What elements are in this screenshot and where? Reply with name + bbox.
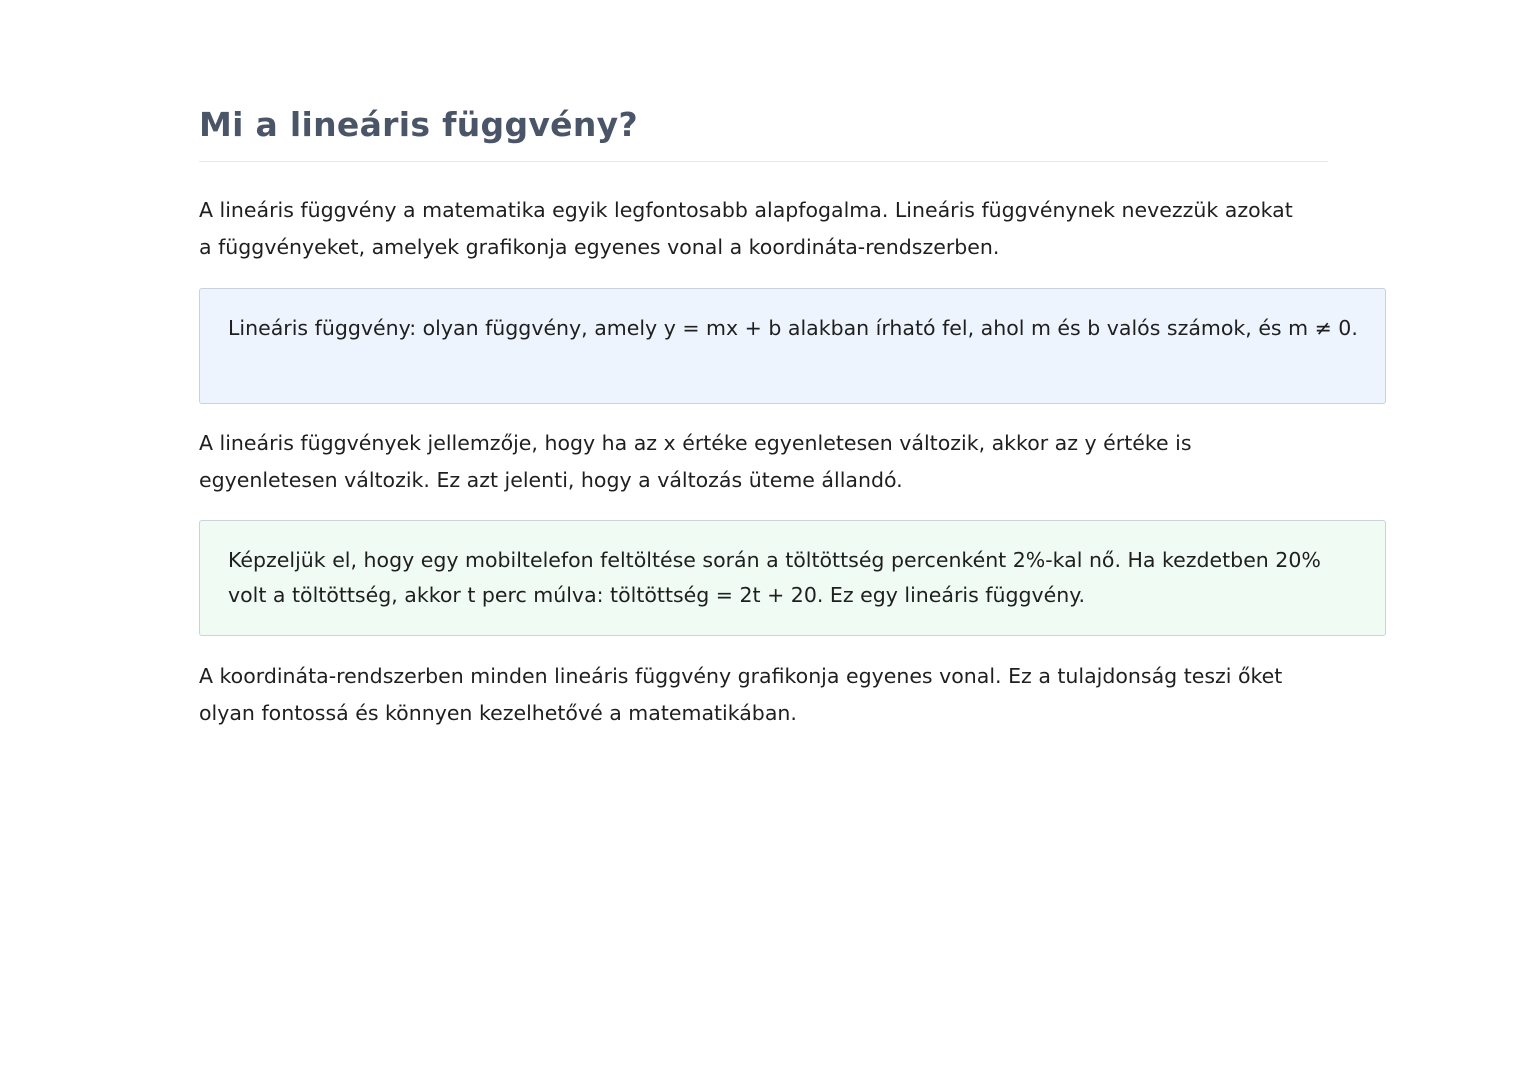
- example-text: Képzeljük el, hogy egy mobiltelefon feltöltése során a töltöttség percenként 2%-kal nő. Ha kezdetben 20% volt a töltöttség, akkor t perc múlva: töltöttség = 2t + 20. Ez egy lineáris függvény.: [228, 548, 1321, 607]
- example-box: [199, 520, 1386, 636]
- article: [199, 96, 1386, 732]
- title-divider: [199, 161, 1328, 162]
- definition-box: [199, 288, 1386, 404]
- page-title: Mi a lineáris függvény?: [199, 105, 638, 144]
- intro-paragraph: A lineáris függvény a matematika egyik legfontosabb alapfogalma. Lineáris függvénynek nevezzük azokat a függvényeket, amelyek grafikonja egyenes vonal a koordináta-rendszerben.: [199, 198, 1293, 259]
- graph-paragraph: A koordináta-rendszerben minden lineáris függvény grafikonja egyenes vonal. Ez a tulajdonság teszi őket olyan fontossá és könnyen kezelhetővé a matematikában.: [199, 664, 1283, 725]
- property-paragraph: A lineáris függvények jellemzője, hogy ha az x értéke egyenletesen változik, akkor az y értéke is egyenletesen változik. Ez azt jelenti, hogy a változás üteme állandó.: [199, 431, 1192, 492]
- definition-text: Lineáris függvény: olyan függvény, amely y = mx + b alakban írható fel, ahol m és b valós számok, és m ≠ 0.: [228, 316, 1358, 340]
